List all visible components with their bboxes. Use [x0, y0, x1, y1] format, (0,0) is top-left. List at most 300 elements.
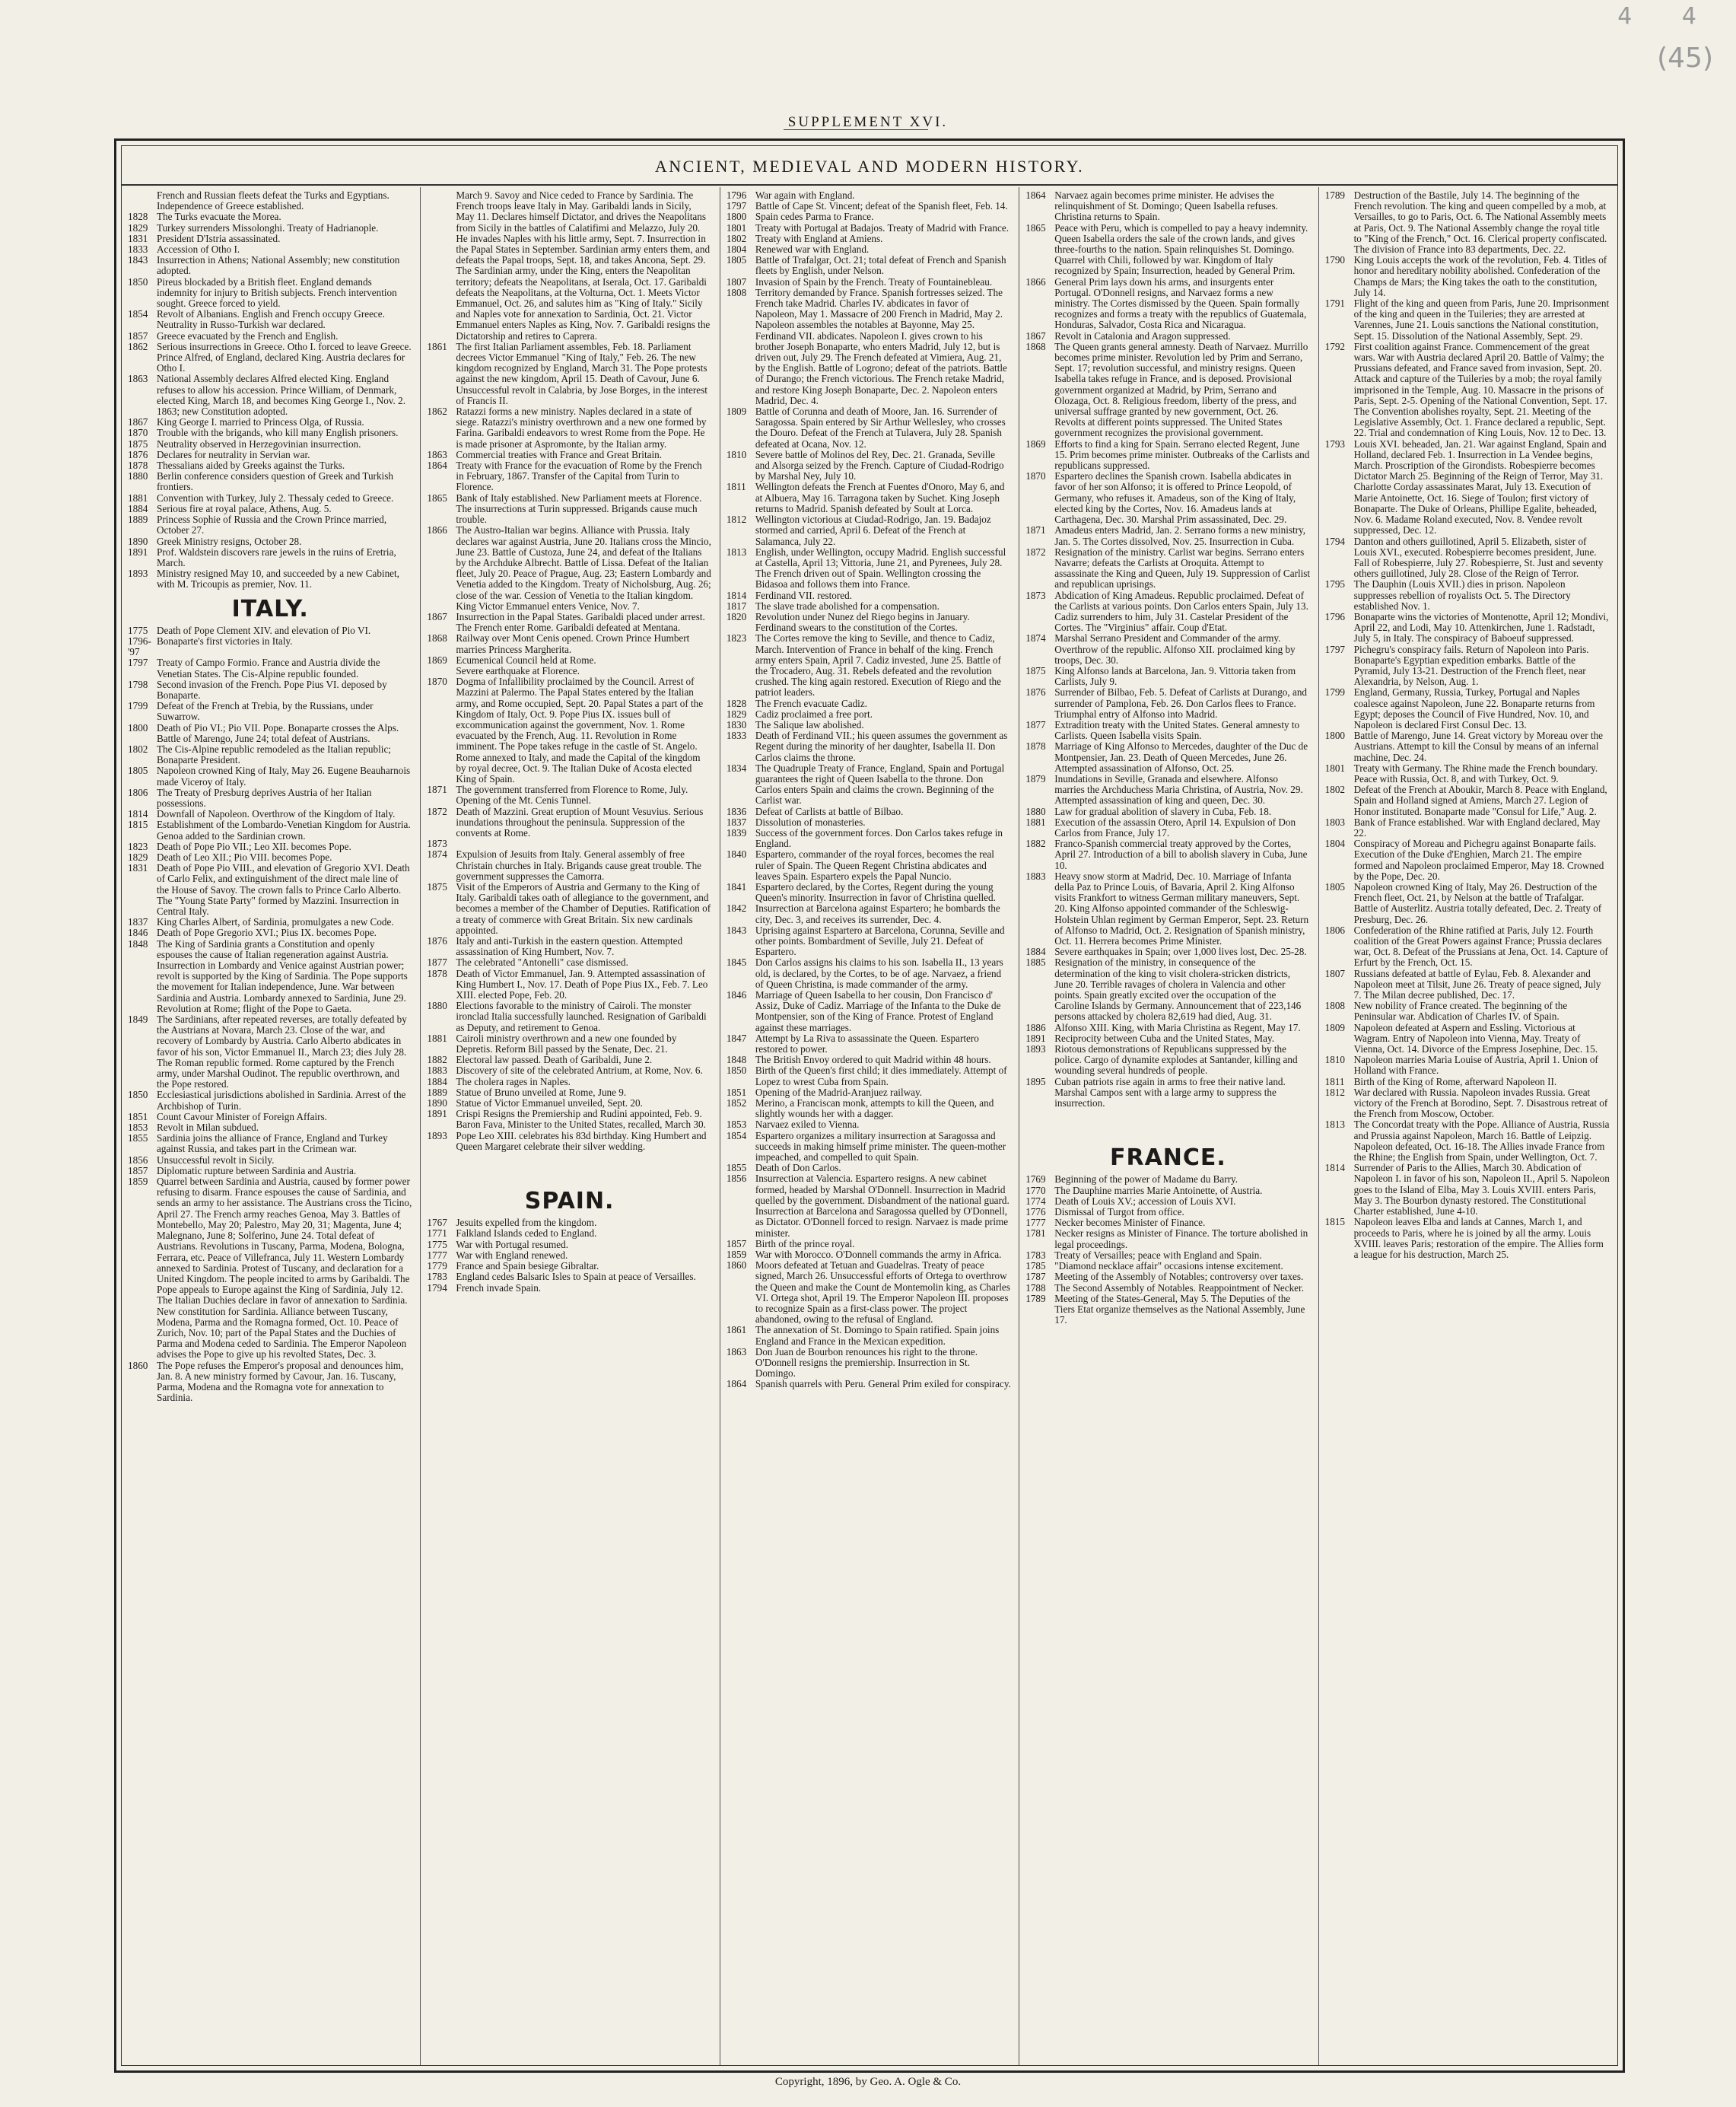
history-entry: [727, 234, 1011, 244]
history-entry: [1325, 969, 1610, 1001]
history-entry: [427, 882, 711, 936]
entry-text: General Prim lays down his arms, and insurgents enter Portugal. O'Donnell resigns, and Narvaez forms a new ministry. The Cortes dismissed by the Queen. Spain formally recognizes and forms a treaty with the republics of Guatemala, Honduras, Salvador, Costa Rica and Nicaragua.: [1054, 275, 1307, 331]
entry-text: The government transferred from Florence to Rome, July. Opening of the Mt. Cenis Tunnel.: [456, 784, 688, 807]
history-entry: [128, 625, 412, 636]
history-entry: [128, 428, 412, 438]
entry-year: 1875: [128, 438, 148, 450]
entry-text: Insurrection at Barcelona against Espartero; he bombards the city, Dec. 3, and receives its surrender, Dec. 4.: [755, 902, 1000, 925]
history-entry: [128, 788, 412, 809]
entry-year: 1802: [128, 743, 148, 755]
title-rule: [122, 184, 1617, 186]
history-entry: [1025, 871, 1310, 947]
history-entry: [727, 601, 1011, 612]
history-entry: [1025, 590, 1310, 634]
entry-text: Attempt by La Riva to assassinate the Queen. Espartero restored to power.: [755, 1032, 979, 1055]
history-entry: [727, 1249, 1011, 1260]
entry-text: The Dauphin (Louis XVII.) dies in prison. Napoleon suppresses rebellion of royalists Oct. 5. The Directory established Nov. 1.: [1353, 578, 1571, 612]
entry-year: 1881: [1025, 816, 1046, 828]
entry-text: Battle of Cape St. Vincent; defeat of the Spanish fleet, Feb. 14.: [755, 200, 1008, 212]
entry-text: Ministry resigned May 10, and succeeded by a new Cabinet, with M. Tricoupis as premier, Nov. 11.: [157, 568, 399, 590]
entry-year: 1800: [1324, 730, 1345, 742]
entry-year: 1884: [128, 502, 148, 514]
entry-year: 1889: [128, 514, 148, 526]
history-entry: [1025, 1217, 1310, 1228]
history-entry: [727, 1347, 1011, 1380]
entry-year: 1802: [726, 232, 747, 244]
entry-year: 1771: [427, 1227, 447, 1240]
entry-text: Downfall of Napoleon. Overthrow of the Kingdom of Italy.: [157, 808, 396, 820]
supplement-label: SUPPLEMENT XVI.: [787, 114, 949, 130]
history-entry: [128, 439, 412, 450]
entry-text: Espartero declines the Spanish crown. Isabella abdicates in favor of her son Alfonso; it is offered to Prince Leopold, of Germany, who refuses it. Amadeus, son of the King of Italy, elected king by the Cortes, Nov. 16. Amadeus lands at Carthagena, Dec. 30. Marshal Prim assassinated, Dec. 29.: [1054, 470, 1296, 526]
entry-year: 1895: [1025, 1075, 1046, 1087]
history-entry: [128, 657, 412, 679]
entry-text: Bank of Italy established. New Parliament meets at Florence. The insurrections at Turin suppressed. Brigands cause much trouble.: [456, 492, 702, 526]
history-entry: [427, 633, 711, 654]
entry-year: 1847: [726, 1032, 747, 1044]
history-entry: [1025, 839, 1310, 871]
entry-year: 1815: [1324, 1216, 1345, 1228]
history-entry: [128, 1166, 412, 1176]
history-entry: [727, 547, 1011, 590]
history-entry: [427, 1098, 711, 1109]
entry-year: 1813: [726, 546, 747, 558]
entry-year: 1883: [1025, 870, 1046, 882]
pencil-page-number: 4 4: [1617, 3, 1718, 30]
entry-year: 1870: [427, 676, 447, 688]
entry-text: Flight of the king and queen from Paris, June 20. Imprisonment of the king and queen in the Tuileries; they are arrested at Varennes, June 21. Louis sanctions the National constitution, Sept. 15. Dissolution of the National Assembly, Sept. 29.: [1353, 298, 1610, 342]
entry-year: 1890: [427, 1097, 447, 1109]
column-3: [720, 187, 1019, 2065]
entry-year: 1820: [726, 610, 747, 622]
entry-year: 1797: [726, 200, 747, 212]
entry-year: 1880: [128, 470, 148, 482]
entry-year: 1800: [726, 211, 747, 223]
entry-text: Unsuccessful revolt in Sicily.: [157, 1154, 275, 1166]
entry-text: Treaty with France for the evacuation of Rome by the French in February, 1867. Transfer of the Capital from Turin to Florence.: [456, 460, 702, 493]
entry-text: King Charles Albert, of Sardinia, promulgates a new Code.: [157, 916, 394, 928]
entry-text: Count Cavour Minister of Foreign Affairs.: [157, 1110, 327, 1122]
entry-year: 1808: [726, 286, 747, 298]
entry-text: Statue of Bruno unveiled at Rome, June 9.: [456, 1086, 627, 1098]
entry-year: 1875: [1025, 664, 1046, 676]
entry-year: 1871: [427, 784, 447, 796]
history-entry: [727, 925, 1011, 958]
history-entry: [1025, 471, 1310, 525]
history-entry: [427, 849, 711, 882]
pencil-page-number-circled: (45): [1657, 43, 1713, 74]
history-entry: [427, 1272, 711, 1282]
entry-text: The slave trade abolished for a compensation.: [755, 600, 940, 612]
entry-year: 1882: [427, 1054, 447, 1066]
spacer: [427, 1152, 711, 1182]
entry-year: 1846: [128, 927, 148, 939]
entry-text: Don Juan de Bourbon renounces his right to the throne. O'Donnell resigns the premiership. Insurrection in St. Domingo.: [755, 1345, 978, 1380]
entry-text: England, Germany, Russia, Turkey, Portugal and Naples coalesce against Napoleon, June 22. Bonaparte returns from Egypt; deposes the Council of Five Hundred, Nov. 10, and Napoleon is declared First Consul Dec. 13.: [1353, 686, 1595, 730]
entry-year: 1881: [128, 492, 148, 504]
history-entry: [1325, 785, 1610, 817]
entry-year: 1829: [726, 708, 747, 720]
history-entry: [1025, 741, 1310, 774]
history-entry: [1325, 255, 1610, 298]
entry-year: 1851: [726, 1086, 747, 1098]
entry-year: 1792: [1324, 340, 1345, 352]
history-entry: [128, 852, 412, 863]
entry-text: Death of Pio VI.; Pio VII. Pope. Bonaparte crosses the Alps. Battle of Marengo, June 24; total defeat of Austrians.: [157, 721, 399, 744]
entry-year: 1854: [128, 308, 148, 320]
history-entry: [727, 190, 1011, 201]
history-entry: [727, 1173, 1011, 1238]
entry-text: Amadeus enters Madrid, Jan. 2. Serrano forms a new ministry, Jan. 5. The Cortes dissolved, Nov. 25. Insurrection in Cuba.: [1054, 524, 1306, 547]
entry-text: The Concordat treaty with the Pope. Alliance of Austria, Russia and Prussia against Napoleon, March 16. Battle of Leipzig. Napoleon defeated, Oct. 16-18. The Allies invade France from the Rhine; the English from Spain, under Wellington, Oct. 7.: [1353, 1119, 1610, 1163]
entry-year: 1877: [427, 956, 447, 969]
italy-entries-continued: [427, 190, 711, 1152]
history-entry: [128, 547, 412, 568]
entry-text: Abdication of King Amadeus. Republic proclaimed. Defeat of the Carlists at various points. Don Carlos enters Spain, July 13. Cadiz surrenders to him, July 31. Castelar President of the Cortes. The "Virginius" affair. Coup d'Etat.: [1054, 589, 1308, 634]
entry-year: 1775: [427, 1238, 447, 1250]
entry-year: 1869: [1025, 438, 1046, 450]
history-entry: [427, 1033, 711, 1055]
history-entry: [427, 676, 711, 785]
entry-year: 1868: [427, 632, 447, 645]
entry-text: Resignation of the ministry, in consequence of the determination of the king to visit cholera-stricken districts, June 20. Terrible ravages of cholera in Valencia and other points. Spain greatly excited over the occupation of the Caroline Islands by Germany. Announcement that of 223,146 persons attacked by cholera 82,619 had died, Aug. 31.: [1054, 956, 1302, 1023]
entry-text: Second invasion of the French. Pope Pius VI. deposed by Bonaparte.: [157, 678, 387, 701]
entry-text: War with England renewed.: [456, 1249, 568, 1261]
history-entry: [727, 450, 1011, 482]
history-entry: [727, 763, 1011, 807]
entry-year: 1850: [128, 1089, 148, 1101]
entry-text: Merino, a Franciscan monk, attempts to kill the Queen, and slightly wounds her with a dagger.: [755, 1097, 994, 1120]
entry-text: Treaty with Germany. The Rhine made the French boundary. Peace with Russia, Oct. 8, and with Turkey, Oct. 9.: [1353, 762, 1598, 785]
history-entry: [1325, 579, 1610, 612]
entry-year: 1881: [427, 1032, 447, 1044]
entry-year: 1809: [726, 406, 747, 418]
history-entry: [727, 406, 1011, 450]
entry-text: Death of Pope Pio VIII., and elevation of Gregorio XVI. Death of Carlo Felix, and extinguishment of the direct male line of the House of Savoy. The crown falls to Prince Carlo Alberto. The "Young State Party" formed by Mazzini. Insurrection in Central Italy.: [157, 862, 410, 917]
history-entry: [128, 744, 412, 765]
entry-year: 1848: [128, 937, 148, 950]
history-entry: [128, 255, 412, 276]
entry-text: Louis XVI. beheaded, Jan. 21. War against England, Spain and Holland, declared Feb. 1. Insurrection in La Vendee begins, March. Proscription of the Girondists. Robespierre becomes Dictator March 25. Beginning of the Reign of Terror, May 31. Charlotte Corday assassinates Marat, July 13. Execution of Marie Antoinette, Oct. 16. Siege of Toulon; first victory of Bonaparte. The Duke of Orleans, Phillipe Egalite, beheaded, Nov. 6. Madame Roland executed, Nov. 8. Vendee revolt suppressed, Dec. 12.: [1353, 438, 1607, 536]
entry-text: Defeat of Carlists at battle of Bilbao.: [755, 805, 904, 817]
entry-year: 1814: [1324, 1162, 1345, 1174]
entry-text: Ferdinand VII. restored.: [755, 589, 853, 601]
entry-year: 1861: [726, 1324, 747, 1336]
entry-text: The Cortes remove the king to Seville, and thence to Cadiz, March. Intervention of France in behalf of the king. French army enters Spain, April 7. Cadiz invested, June 25. Battle of the Trocadero, Aug. 31. Rebels defeated and the revolution crushed. The king again restored. Execution of Riego and the patriot leaders.: [755, 632, 1001, 699]
entry-year: 1806: [1324, 924, 1345, 936]
entry-year: 1878: [427, 967, 447, 979]
entry-text: Statue of Victor Emmanuel unveiled, Sept. 20.: [456, 1097, 643, 1109]
entry-text: Confederation of the Rhine ratified at Paris, July 12. Fourth coalition of the Great Powers against France; Prussia declares war, Oct. 8. Defeat of the Prussians at Jena, Oct. 14. Capture of Erfurt by the French, Oct. 15.: [1353, 924, 1608, 969]
history-entry: [427, 406, 711, 450]
entry-year: 1774: [1025, 1195, 1046, 1207]
history-entry: [427, 525, 711, 612]
history-entry: [727, 709, 1011, 720]
entry-year: 1812: [726, 514, 747, 526]
entry-year: 1871: [1025, 524, 1046, 536]
history-entry: [727, 807, 1011, 817]
entry-year: 1893: [128, 568, 148, 580]
entry-year: 1806: [128, 786, 148, 798]
history-entry: [727, 828, 1011, 849]
entry-year: 1809: [1324, 1021, 1345, 1033]
entry-text: Greek Ministry resigns, October 28.: [157, 535, 302, 547]
entry-text: Resignation of the ministry. Carlist war begins. Serrano enters Navarre; defeats the Carlists at Oroquita. Attempt to assassinate the King and Queen, July 19. Suppression of Carlist and republican uprisings.: [1054, 546, 1311, 590]
entry-year: 1805: [726, 254, 747, 266]
history-entry: [128, 309, 412, 330]
entry-year: 1796: [726, 189, 747, 201]
history-entry: [727, 903, 1011, 925]
entry-year: 1796-'97: [128, 635, 151, 658]
entry-year: 1808: [1324, 1000, 1345, 1012]
entry-year: 1812: [1324, 1086, 1345, 1098]
history-entry: [128, 223, 412, 234]
spain-entries-late: [1025, 190, 1310, 1109]
history-entry: [1325, 298, 1610, 342]
entry-year: 1882: [1025, 838, 1046, 850]
entry-year: 1859: [128, 1176, 148, 1188]
history-entry: [1325, 687, 1610, 730]
entry-text: The Cis-Alpine republic remodeled as the Italian republic; Bonaparte President.: [157, 743, 391, 766]
history-entry: [1325, 1077, 1610, 1087]
entry-text: The King of Sardinia grants a Constitution and openly espouses the cause of Italian regeneration against Austria. Insurrection in Lombardy and Venice against Austrian power; revolt is supported by the King of Sardinia. The Pope supports the movement for Italian independence, June. War between Sardinia and Austria. Lombardy annexed to Sardinia, June 29. Revolution at Rome; flight of the Pope to Gaeta.: [157, 937, 408, 1014]
history-entry: [1025, 1033, 1310, 1044]
entry-text: Danton and others guillotined, April 5. Elizabeth, sister of Louis XVI., executed. Robespierre becomes president, June. Fall of Robespierre, July 27. Robespierre, St. Just and seventy others guillotined, July 28. Close of the Reign of Terror.: [1353, 535, 1604, 580]
history-entry: [1325, 817, 1610, 839]
entry-year: 1837: [726, 816, 747, 828]
entry-text: Birth of the King of Rome, afterward Napoleon II.: [1353, 1075, 1557, 1087]
entry-text: Surrender of Bilbao, Feb. 5. Defeat of Carlists at Durango, and surrender of Pamplona, Feb. 26. Don Carlos flees to France. Triumphal entry of Alfonso into Madrid.: [1054, 686, 1308, 720]
section-heading-spain: SPAIN.: [524, 1188, 615, 1215]
entry-year: 1797: [1324, 643, 1345, 655]
history-entry: [128, 493, 412, 504]
entry-year: 1863: [726, 1345, 747, 1357]
history-entry: [128, 1155, 412, 1166]
entry-year: 1876: [128, 448, 148, 460]
entry-text: Defeat of the French at Aboukir, March 8. Peace with England, Spain and Holland signed at Amiens, March 27. Legion of Honor instituted. Bonaparte made "Consul for Life," Aug. 2.: [1353, 784, 1607, 817]
entry-year: 1849: [128, 1014, 148, 1026]
history-entry: [427, 1217, 711, 1228]
entry-year: 1799: [128, 700, 148, 712]
history-entry: [1325, 763, 1610, 785]
history-entry: [727, 1131, 1011, 1163]
entry-year: 1878: [128, 460, 148, 472]
history-entry: [427, 1131, 711, 1152]
greece-entries: [128, 190, 412, 590]
history-entry: [1325, 882, 1610, 925]
history-entry: [1325, 1163, 1610, 1217]
entry-text: March 9. Savoy and Nice ceded to France by Sardinia. The French troops leave Italy in May. Garibaldi lands in Sicily, May 11. Declares himself Dictator, and drives the Neapolitans from Sicily in the battles of Calatifimi and Melazzo, July 20. He invades Naples with his little army, Sept. 7. Insurrection in the Papal States in September. Sardinian army enters them, and defeats the Papal troops, Sept. 18, and takes Ancona, Sept. 29. The Sardinian army, under the King, enters the Neapolitan territory; defeats the Neapolitans, at Iserala, Oct. 17. Garibaldi defeats the Neapolitans, at the Volturna, Oct. 1. Meets Victor Emmanuel, Oct. 26, and salutes him as "King of Italy." Sicily and Naples vote for annexation to Sardinia, Oct. 21. Victor Emmanuel enters Naples as King, Nov. 7. Garibaldi resigns the Dictatorship and retires to Caprera.: [456, 189, 711, 342]
entry-text: War declared with Russia. Napoleon invades Russia. Great victory of the French at Borodino, Sept. 7. Disastrous retreat of the French from Moscow, October.: [1353, 1086, 1608, 1120]
entry-year: 1805: [1324, 881, 1345, 893]
entry-year: 1891: [427, 1108, 447, 1120]
entry-text: The French evacuate Cadiz.: [755, 697, 867, 709]
entry-year: 1875: [427, 881, 447, 893]
entry-text: Execution of the assassin Otero, April 14. Expulsion of Don Carlos from France, July 17.: [1054, 816, 1296, 839]
entry-text: Inundations in Seville, Granada and elsewhere. Alfonso marries the Archduchess Maria Christina, of Austria, Nov. 29. Attempted assassination of king and queen, Dec. 30.: [1054, 772, 1303, 807]
entry-text: Espartero organizes a military insurrection at Saragossa and succeeds in making himself prime minister. The queen-mother impeached, and compelled to quit Spain.: [755, 1129, 1006, 1163]
history-entry: [128, 1122, 412, 1133]
entry-year: 1794: [1324, 535, 1345, 547]
entry-year: 1843: [726, 924, 747, 936]
entry-text: Narvaez exiled to Vienna.: [755, 1119, 860, 1131]
history-entry: [427, 190, 711, 342]
entry-text: Treaty with England at Amiens.: [755, 232, 883, 244]
history-entry: [1025, 1023, 1310, 1033]
entry-text: Espartero, commander of the royal forces, becomes the real ruler of Spain. The Queen Regent Christina abdicates and leaves Spain. Espartero expels the Papal Nuncio.: [755, 848, 994, 882]
entry-year: 1884: [427, 1075, 447, 1087]
entry-year: 1891: [1025, 1032, 1046, 1044]
france-entries-continued: [1325, 190, 1610, 1260]
entry-text: Treaty with Portugal at Badajos. Treaty of Madrid with France.: [755, 221, 1009, 234]
history-entry: [128, 928, 412, 938]
entry-year: 1846: [726, 989, 747, 1001]
entry-year: 1874: [427, 848, 447, 861]
history-entry: [1025, 342, 1310, 439]
page-title: ANCIENT, MEDIEVAL AND MODERN HISTORY.: [654, 157, 1085, 176]
history-entry: [1025, 1283, 1310, 1294]
entry-text: Death of Victor Emmanuel, Jan. 9. Attempted assassination of King Humbert I., Nov. 17. Death of Pope Pius IX., Feb. 7. Leo XIII. elected Pope, Feb. 20.: [456, 967, 708, 1001]
history-entry: [128, 680, 412, 701]
history-entry: [427, 342, 711, 406]
history-entry: [427, 807, 711, 839]
entry-text: Ecumenical Council held at Rome.: [456, 654, 596, 666]
history-entry: [727, 201, 1011, 212]
entry-year: 1852: [726, 1097, 747, 1109]
entry-text: Bonaparte wins the victories of Montenotte, April 12; Mondivi, April 22, and Lodi, May 10. Attenkirchen, June 1. Radstadt, July 5, in Italy. The conspiracy of Baboeuf suppressed.: [1353, 610, 1609, 645]
entry-year: 1850: [726, 1065, 747, 1077]
entry-text: War again with England.: [755, 189, 855, 201]
entry-year: 1857: [128, 1164, 148, 1176]
entry-text: The British Envoy ordered to quit Madrid within 48 hours.: [755, 1054, 991, 1066]
history-entry: [727, 277, 1011, 288]
entry-text: Spanish quarrels with Peru. General Prim exiled for conspiracy.: [755, 1378, 1011, 1390]
entry-text: Narvaez again becomes prime minister. He advises the relinquishment of St. Domingo; Queen Isabella refuses. Christina returns to Spain.: [1054, 189, 1278, 223]
history-entry: [427, 1109, 711, 1130]
history-entry: [1025, 439, 1310, 472]
entry-text: The Second Assembly of Notables. Reappointment of Necker.: [1054, 1281, 1304, 1294]
entry-year: 1878: [1025, 740, 1046, 753]
history-entry: [128, 1014, 412, 1090]
history-entry: [727, 699, 1011, 709]
entry-year: 1797: [128, 657, 148, 669]
history-entry: [727, 720, 1011, 730]
entry-text: Napoleon crowned King of Italy, May 26. Destruction of the French fleet, Oct. 21, by Nelson at the battle of Trafalgar. Battle of Austerlitz. Austria totally defeated, Dec. 2. Treaty of Presburg, Dec. 26.: [1353, 881, 1602, 925]
entry-year: 1787: [1025, 1271, 1046, 1283]
entry-year: 1886: [1025, 1021, 1046, 1033]
history-entry: [128, 450, 412, 460]
entry-text: Birth of the prince royal.: [755, 1237, 855, 1249]
entry-text: Cairoli ministry overthrown and a new one founded by Depretis. Reform Bill passed by the Senate, Dec. 21.: [456, 1032, 677, 1055]
supplement-rule: [784, 129, 928, 130]
entry-year: 1860: [128, 1359, 148, 1371]
entry-year: 1795: [1324, 578, 1345, 590]
entry-year: 1837: [128, 916, 148, 928]
entry-year: 1804: [726, 243, 747, 256]
entry-text: Russians defeated at battle of Eylau, Feb. 8. Alexander and Napoleon meet at Tilsit, June 26. Treaty of peace signed, July 7. The Milan decree published, Dec. 17.: [1353, 967, 1601, 1001]
entry-year: [128, 190, 157, 201]
entry-text: Diplomatic rupture between Sardinia and Austria.: [157, 1164, 357, 1176]
history-entry: [427, 1283, 711, 1294]
entry-year: 1793: [1324, 438, 1345, 450]
entry-year: 1798: [128, 678, 148, 690]
entry-year: 1876: [427, 935, 447, 947]
history-entry: [427, 936, 711, 957]
entry-text: Napoleon marries Maria Louise of Austria, April 1. Union of Holland with France.: [1353, 1054, 1598, 1077]
history-entry: [1325, 839, 1610, 882]
history-entry: [1325, 925, 1610, 969]
entry-text: New nobility of France created. The beginning of the Peninsular war. Abdication of Charles IV. of Spain.: [1353, 1000, 1568, 1023]
history-entry: [128, 1090, 412, 1111]
entry-text: Electoral law passed. Death of Garibaldi, June 2.: [456, 1054, 653, 1066]
history-entry: [727, 288, 1011, 406]
entry-text: Discovery of site of the celebrated Antrium, at Rome, Nov. 6.: [456, 1065, 703, 1077]
entry-text: Napoleon crowned King of Italy, May 26. Eugene Beauharnois made Viceroy of Italy.: [157, 765, 411, 788]
entry-text: The Dauphine marries Marie Antoinette, of Austria.: [1054, 1184, 1263, 1196]
history-entry: [1325, 1023, 1610, 1055]
history-entry: [128, 536, 412, 547]
entry-text: The Queen grants general amnesty. Death of Narvaez. Murrillo becomes prime minister. Revolution led by Prim and Serrano, Sept. 17; revolution successful, and ministry resigns. Queen Isabella takes refuge in France, and is deposed. Provisional government organized at Madrid, by Prim, Serrano and Olozaga, Oct. 8. Religious freedom, liberty of the press, and universal suffrage granted by new government, Oct. 26. Revolts at different points suppressed. The United States government recognizes the provisional government.: [1054, 340, 1308, 439]
history-entry: [128, 809, 412, 820]
entry-text: Ratazzi forms a new ministry. Naples declared in a state of siege. Ratazzi's ministry overthrown and a new one formed by Farina. Garibaldi endeavors to wrest Rome from the Pope. He is made prisoner at Aspromonte, by the Italian army.: [456, 406, 707, 450]
entry-text: France and Spain besiege Gibraltar.: [456, 1260, 599, 1272]
history-entry: [427, 450, 711, 460]
entry-text: Extradition treaty with the United States. General amnesty to Carlists. Queen Isabella visits Spain.: [1054, 718, 1300, 742]
history-entry: [727, 849, 1011, 882]
entry-text: Marshal Serrano President and Commander of the army. Overthrow of the republic. Alfonso XII. proclaimed king by troops, Dec. 30.: [1054, 632, 1296, 666]
column-1: [122, 187, 421, 2065]
entry-year: 1802: [1324, 784, 1345, 796]
history-entry: [1325, 730, 1610, 763]
entry-text: Beginning of the power of Madame du Barry.: [1054, 1173, 1238, 1186]
entry-year: 1783: [427, 1271, 447, 1283]
entry-year: 1833: [726, 730, 747, 742]
history-entry: [427, 1055, 711, 1065]
entry-text: Battle of Trafalgar, Oct. 21; total defeat of French and Spanish fleets by English, under Nelson.: [755, 254, 1006, 277]
entry-text: Quarrel between Sardinia and Austria, caused by former power refusing to disarm. France espouses the cause of Sardinia, and sends an army to her assistance. The Austrians cross the Ticino, April 27. The French army reaches Genoa, May 3. Battles of Montebello, May 20; Palestro, May 20, 31; Magenta, June 4; Malegnano, June 8; Solferino, June 24. Total defeat of Austrians. Revolutions in Tuscany, Parma, Modena, Bologna, Ferrara, etc. Peace of Villefranca, July 11. Western Lombardy annexed to Sardinia. Protest of Tuscany, and declaration for a United Kingdom. The people incited to arms by Garibaldi. The Pope appeals to Europe against the King of Sardinia, July 12. The Italian Duchies declare in favor of annexation to Sardinia. New constitution for Sardinia. Alliance between Tuscany, Modena, Parma and the Romagna formed, Oct. 10. Peace of Zurich, Nov. 10; part of the Papal States and the Duchies of Parma and Modena ceded to Sardinia. The Emperor Napoleon advises the Pope to give up his revolted States, Dec. 3.: [157, 1176, 412, 1361]
entry-text: Meeting of the Assembly of Notables; controversy over taxes.: [1054, 1271, 1304, 1283]
entry-text: Death of Pope Gregorio XVI.; Pius IX. becomes Pope.: [157, 927, 377, 939]
entry-text: Ecclesiastical jurisdictions abolished in Sardinia. Arrest of the Archbishop of Turin.: [157, 1089, 406, 1112]
entry-year: 1791: [1324, 298, 1345, 310]
history-entry: [128, 1133, 412, 1154]
entry-text: Riotous demonstrations of Republicans suppressed by the police. Cargo of dynamite explodes at Santander, killing and wounding several hundreds of people.: [1054, 1043, 1298, 1077]
entry-text: Trouble with the brigands, who kill many English prisoners.: [157, 427, 399, 439]
entry-year: 1855: [726, 1162, 747, 1174]
column-4: [1019, 187, 1318, 2065]
section-heading-france: FRANCE.: [1110, 1144, 1226, 1172]
entry-text: Insurrection in Athens; National Assembly; new constitution adopted.: [157, 254, 400, 277]
entry-year: 1883: [427, 1065, 447, 1077]
entry-text: Cuban patriots rise again in arms to free their native land. Marshal Campos sent with a large army to suppress the insurrection.: [1054, 1075, 1286, 1109]
entry-text: Death of Pope Clement XIV. and elevation of Pio VI.: [157, 624, 371, 636]
entry-text: Treaty of Versailles; peace with England and Spain.: [1054, 1249, 1262, 1261]
entry-text: Invasion of Spain by the French. Treaty of Fountainebleau.: [755, 275, 993, 288]
entry-text: Peace with Peru, which is compelled to pay a heavy indemnity. Queen Isabella orders the sale of the crown lands, and gives three-fourths to the nation. Spain relinquishes St. Domingo. Quarrel with Chili, followed by war. Kingdom of Italy recognized by Spain; Insurrection, headed by General Prim.: [1054, 221, 1308, 277]
entry-year: 1801: [1324, 762, 1345, 774]
history-entry: [727, 590, 1011, 601]
entry-text: Efforts to find a king for Spain. Serrano elected Regent, June 15. Prim becomes prime minister. Outbreaks of the Carlists and republicans suppressed.: [1054, 438, 1310, 472]
entry-year: 1870: [1025, 470, 1046, 482]
spain-entries-continued: [727, 190, 1011, 1390]
history-entry: [727, 482, 1011, 514]
entry-year: 1775: [128, 624, 148, 636]
entry-year: 1796: [1324, 610, 1345, 622]
entry-text: War with Portugal resumed.: [456, 1238, 569, 1250]
entry-text: Severe earthquake at Florence.: [456, 664, 580, 676]
history-entry: [1025, 331, 1310, 342]
entry-text: Territory demanded by France. Spanish fortresses seized. The French take Madrid. Charles IV. abdicates in favor of Napoleon, May 1. Massacre of 200 French in Madrid, May 2. Napoleon assembles the notables at Bayonne, May 25. Ferdinand VII. abdicates. Napoleon I. gives crown to his brother Joseph Bonaparte, who enters Madrid, July 12, but is driven out, July 29. The French defeated at Vimiera, Aug. 21, by the English. Battle of Logrono; defeat of the patriots. Battle of Durango; the French victorious. The French retake Madrid, and restore King Joseph Bonaparte, Dec. 2. Napoleon enters Madrid, Dec. 4.: [755, 286, 1007, 406]
